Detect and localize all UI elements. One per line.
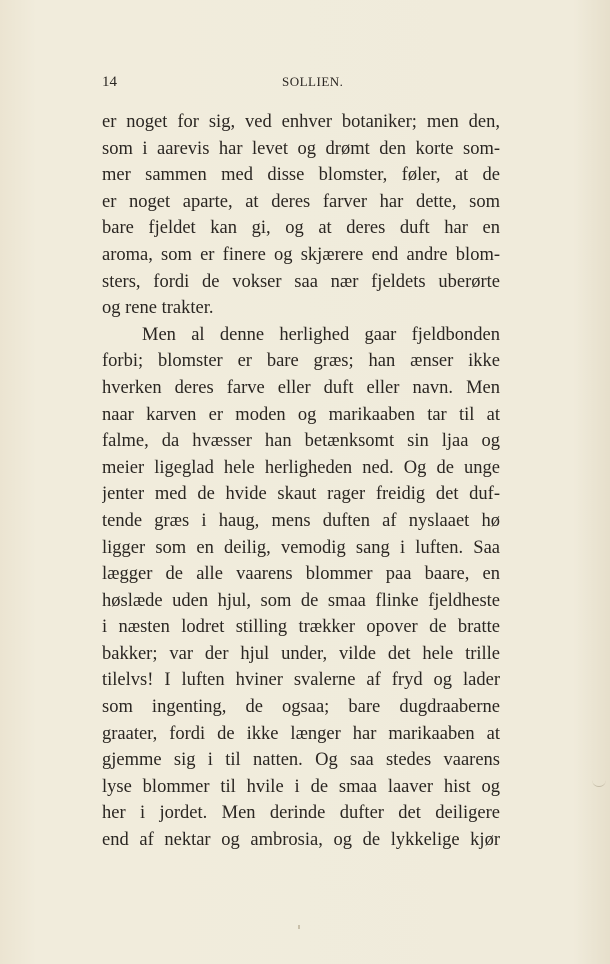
text-line: jenter med de hvide skaut rager freidig det duf- <box>102 484 500 505</box>
text-line: her i jordet. Men derinde dufter det deiligere <box>102 803 500 824</box>
text-line: som ingenting, de ogsaa; bare dugdraaberne <box>102 697 500 718</box>
text-line: meier ligeglad hele herligheden ned. Og de unge <box>102 457 500 478</box>
text-line: sters, fordi de vokser saa nær fjeldets uberørte <box>102 271 500 292</box>
paper-speck <box>298 925 300 929</box>
text-line: i næsten lodret stilling trækker opover de bratte <box>102 617 500 638</box>
text-line: forbi; blomster er bare græs; han ænser ikke <box>102 351 500 372</box>
running-title: SOLLIEN. <box>282 74 344 89</box>
text-line: bakker; var der hjul under, vilde det hele trille <box>102 643 500 664</box>
text-line: aroma, som er finere og skjærere end andre blom- <box>102 244 500 265</box>
text-line: naar karven er moden og marikaaben tar til at <box>102 404 500 425</box>
text-line: som i aarevis har levet og drømt den korte som- <box>102 138 500 159</box>
text-line: og rene trakter. <box>102 298 214 319</box>
text-line: gjemme sig i til natten. Og saa stedes vaarens <box>102 750 500 771</box>
text-line: falme, da hvæsser han betænksomt sin ljaa og <box>102 431 500 452</box>
text-line: er noget aparte, at deres farver har dette, som <box>102 191 500 212</box>
text-line: bare fjeldet kan gi, og at deres duft har en <box>102 218 500 239</box>
text-line: ligger som en deilig, vemodig sang i luften. Saa <box>102 537 500 558</box>
text-line: end af nektar og ambrosia, og de lykkelige kjør <box>102 830 500 851</box>
text-line: høslæde uden hjul, som de smaa flinke fjeldheste <box>102 590 500 611</box>
text-line: tilelvs! I luften hviner svalerne af fryd og lader <box>102 670 500 691</box>
page-number: 14 <box>102 74 117 90</box>
page-header <box>102 74 502 94</box>
text-line: lyse blommer til hvile i de smaa laaver hist og <box>102 776 500 797</box>
text-line: tende græs i haug, mens duften af nyslaaet hø <box>102 510 500 531</box>
text-line: mer sammen med disse blomster, føler, at de <box>102 165 500 186</box>
text-line: hverken deres farve eller duft eller navn. Men <box>102 377 500 398</box>
body-text <box>102 109 500 854</box>
margin-mark <box>592 778 606 787</box>
paragraph-start-line: Men al denne herlighed gaar fjeldbonden <box>142 324 500 345</box>
text-line: lægger de alle vaarens blommer paa baare, en <box>102 564 500 585</box>
text-line: er noget for sig, ved enhver botaniker; men den, <box>102 112 500 132</box>
text-line: graater, fordi de ikke længer har marikaaben at <box>102 723 500 744</box>
